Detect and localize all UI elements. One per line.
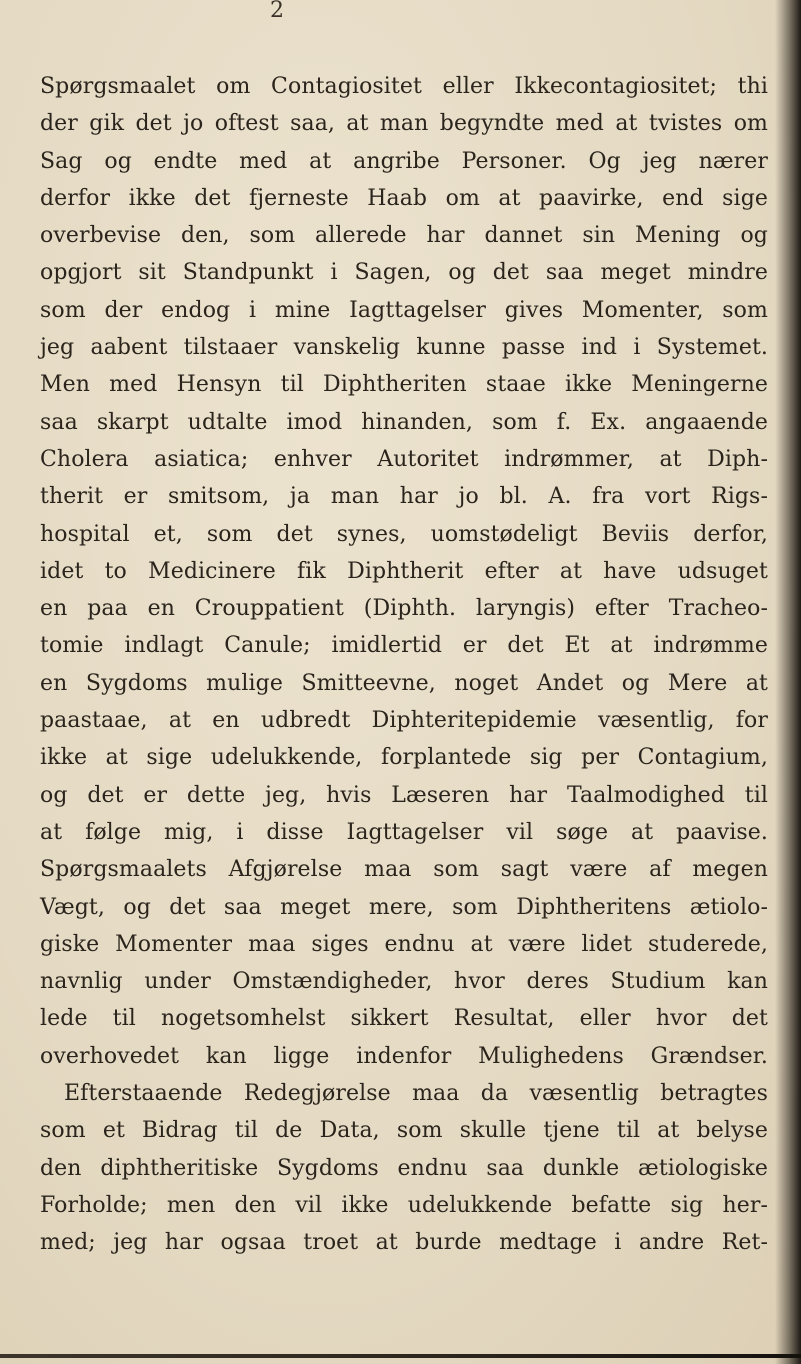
text-line: Forholde; men den vil ikke udelukkende befatte sig her- — [40, 1192, 768, 1218]
text-line: overhovedet kan ligge indenfor Mulighedens Grændser. — [40, 1043, 768, 1069]
text-line: tomie indlagt Canule; imidlertid er det Et at indrømme — [40, 633, 768, 659]
text-line: overbevise den, som allerede har dannet sin Mening og — [40, 223, 768, 249]
text-line: Sag og endte med at angribe Personer. Og jeg nærer — [40, 148, 768, 174]
bottom-rule — [0, 1354, 801, 1358]
page-number: 2 — [270, 0, 284, 23]
text-line: derfor ikke det fjerneste Haab om at paavirke, end sige — [40, 185, 768, 211]
text-line: saa skarpt udtalte imod hinanden, som f. Ex. angaaende — [40, 409, 768, 435]
text-line: Efterstaaende Redegjørelse maa da væsentlig betragtes — [64, 1081, 768, 1107]
text-line: og det er dette jeg, hvis Læseren har Taalmodighed til — [40, 782, 768, 808]
text-line: giske Momenter maa siges endnu at være lidet studerede, — [40, 931, 768, 957]
text-line: som et Bidrag til de Data, som skulle tjene til at belyse — [40, 1118, 768, 1144]
text-line: paastaae, at en udbredt Diphteritepidemie væsentlig, for — [40, 708, 768, 734]
text-line: Spørgsmaalets Afgjørelse maa som sagt være af megen — [40, 857, 768, 883]
body-text — [40, 68, 768, 1262]
text-line: med; jeg har ogsaa troet at burde medtage i andre Ret- — [40, 1230, 768, 1256]
text-line: ikke at sige udelukkende, forplantede sig per Contagium, — [40, 745, 768, 771]
text-line: en Sygdoms mulige Smitteevne, noget Andet og Mere at — [40, 670, 768, 696]
text-line: at følge mig, i disse Iagttagelser vil søge at paavise. — [40, 819, 768, 845]
text-line: hospital et, som det synes, uomstødeligt Beviis derfor, — [40, 521, 768, 547]
page-edge-shadow — [775, 0, 801, 1364]
text-line: den diphtheritiske Sygdoms endnu saa dunkle ætiologiske — [40, 1155, 768, 1181]
text-line: en paa en Crouppatient (Diphth. laryngis) efter Tracheo- — [40, 596, 768, 622]
text-line: Spørgsmaalet om Contagiositet eller Ikkecontagiositet; thi — [40, 74, 768, 99]
text-line: der gik det jo oftest saa, at man begyndte med at tvistes om — [40, 111, 768, 137]
text-line: therit er smitsom, ja man har jo bl. A. fra vort Rigs- — [40, 484, 768, 510]
text-line: opgjort sit Standpunkt i Sagen, og det saa meget mindre — [40, 260, 768, 286]
text-line: Vægt, og det saa meget mere, som Diphtheritens ætiolo- — [40, 894, 768, 920]
text-line: navnlig under Omstændigheder, hvor deres Studium kan — [40, 969, 768, 995]
text-line: jeg aabent tilstaaer vanskelig kunne passe ind i Systemet. — [40, 335, 768, 361]
text-line: lede til nogetsomhelst sikkert Resultat, eller hvor det — [40, 1006, 768, 1032]
text-line: som der endog i mine Iagttagelser gives Momenter, som — [40, 297, 768, 323]
text-line: idet to Medicinere fik Diphtherit efter at have udsuget — [40, 558, 768, 584]
text-line: Cholera asiatica; enhver Autoritet indrømmer, at Diph- — [40, 446, 768, 472]
text-line: Men med Hensyn til Diphtheriten staae ikke Meningerne — [40, 372, 768, 398]
